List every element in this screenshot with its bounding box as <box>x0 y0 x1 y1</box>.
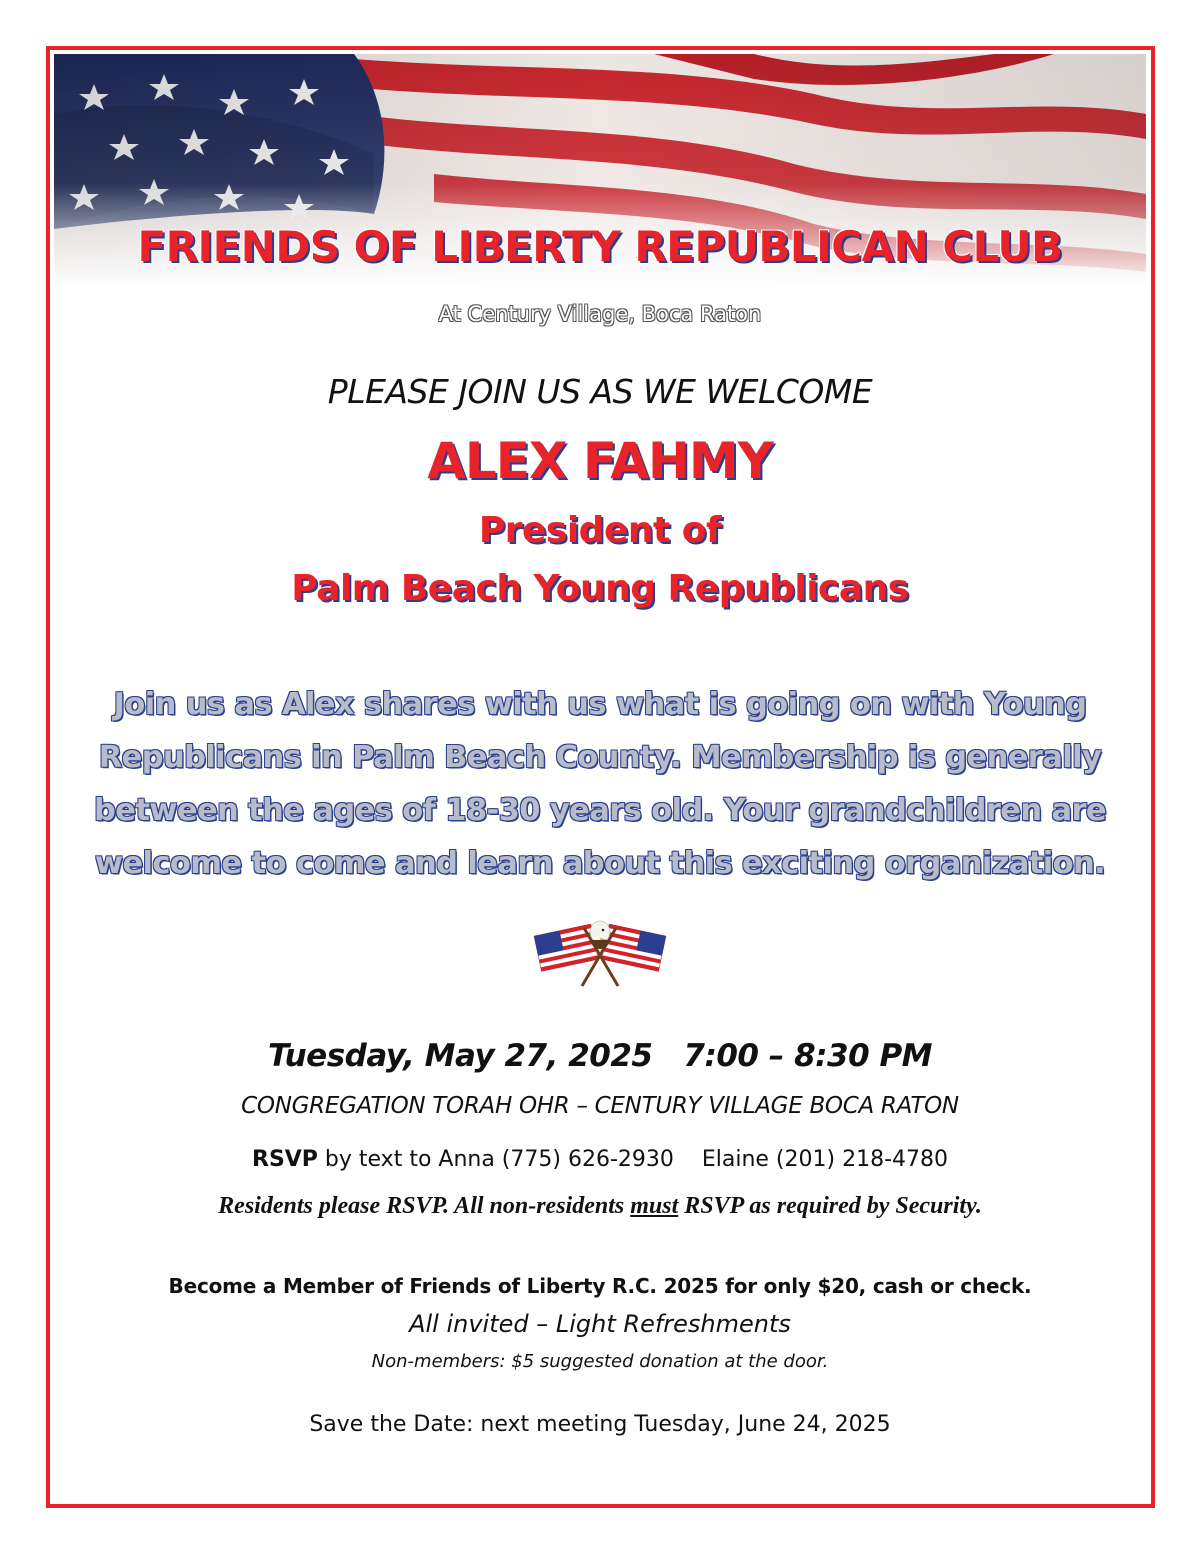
refreshments-note: All invited – Light Refreshments <box>409 1310 791 1338</box>
speaker-name: ALEX FAHMY <box>427 432 773 490</box>
rsvp-label: RSVP <box>252 1147 318 1172</box>
speaker-role: President of <box>478 510 722 551</box>
club-title: FRIENDS OF LIBERTY REPUBLICAN CLUB <box>137 222 1063 271</box>
speaker-organization: Palm Beach Young Republicans <box>291 568 909 609</box>
event-description: Join us as Alex shares with us what is going on with Young Republicans in Palm Beach County. Membership is generally between the ages of 18-30 years old. Your grandchildren are welcome to come and learn about this exciting organization. <box>94 687 1106 881</box>
note-text-start: Residents please RSVP. All non-residents <box>218 1193 631 1219</box>
eagle-crossed-flags-icon <box>530 912 670 992</box>
membership-offer: Become a Member of Friends of Liberty R.C. 2025 for only $20, cash or check. <box>168 1274 1032 1298</box>
save-the-date: Save the Date: next meeting Tuesday, June 24, 2025 <box>309 1412 891 1437</box>
event-date: Tuesday, May 27, 2025 <box>267 1038 653 1074</box>
rsvp-line <box>0 1147 1200 1172</box>
note-text-end: RSVP as required by Security. <box>678 1193 982 1219</box>
event-venue: CONGREGATION TORAH OHR – CENTURY VILLAGE BOCA RATON <box>241 1093 959 1119</box>
rsvp-security-note <box>0 1193 1200 1220</box>
donation-note: Non-members: $5 suggested donation at the door. <box>371 1351 829 1372</box>
note-emphasis: must <box>630 1193 679 1219</box>
event-time: 7:00 – 8:30 PM <box>683 1038 933 1074</box>
welcome-heading: PLEASE JOIN US AS WE WELCOME <box>327 372 873 411</box>
rsvp-contacts: by text to Anna (775) 626-2930 Elaine (201) 218-4780 <box>317 1147 948 1172</box>
event-date-time <box>0 1038 1200 1074</box>
club-location: At Century Village, Boca Raton <box>438 302 762 326</box>
